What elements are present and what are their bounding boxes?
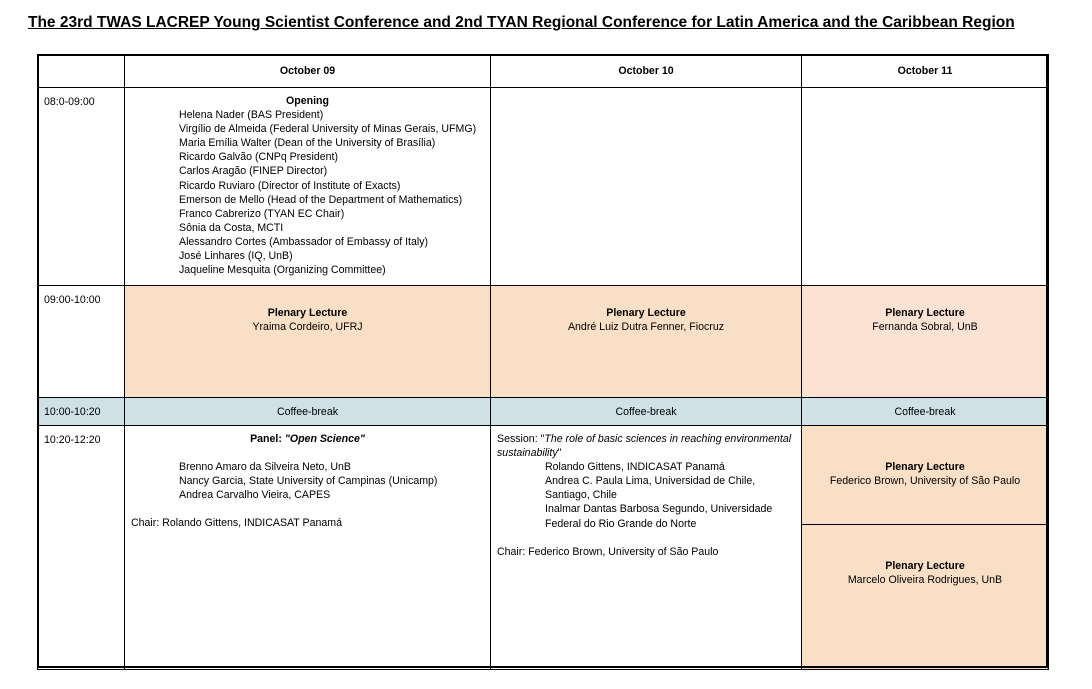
opening-name: Jaqueline Mesquita (Organizing Committee) — [179, 264, 386, 277]
plenary-speaker: André Luiz Dutra Fenner, Fiocruz — [567, 321, 725, 333]
panel-cell — [125, 426, 491, 670]
panel-member: Nancy Garcia, State University of Campinas (Unicamp) — [179, 475, 438, 488]
opening-name: Ricardo Galvão (CNPq President) — [179, 151, 338, 164]
oct11-split-cell — [802, 426, 1049, 670]
session-member: Andrea C. Paula Lima, Universidad de Chile, Santiago, Chile — [545, 475, 756, 502]
panel-prefix: Panel: — [250, 433, 285, 445]
coffee-cell: Coffee-break — [491, 398, 802, 426]
plenary-cell-oct09 — [125, 286, 491, 398]
panel-member: Andrea Carvalho Vieira, CAPES — [179, 489, 331, 502]
plenary-heading: Plenary Lecture — [885, 461, 965, 473]
plenary-cell-oct11-b — [802, 524, 1048, 669]
session-chair: Chair: Federico Brown, University of São Paulo — [497, 545, 719, 558]
time-cell: 10:00-10:20 — [38, 398, 125, 426]
panel-member: Brenno Amaro da Silveira Neto, UnB — [179, 461, 351, 474]
plenary-cell-oct11-a — [802, 426, 1048, 524]
empty-cell — [491, 88, 802, 286]
opening-name: Helena Nader (BAS President) — [179, 109, 324, 122]
opening-heading: Opening — [286, 95, 329, 107]
plenary-heading: Plenary Lecture — [885, 307, 965, 319]
plenary-speaker: Yraima Cordeiro, UFRJ — [252, 321, 363, 333]
opening-name: Emerson de Mello (Head of the Department of Mathematics) — [179, 193, 463, 206]
panel-heading — [125, 432, 490, 446]
plenary-speaker: Federico Brown, University of São Paulo — [829, 475, 1021, 487]
header-time — [38, 55, 125, 88]
header-row — [38, 55, 1049, 88]
plenary-heading: Plenary Lecture — [885, 559, 965, 572]
empty-cell — [802, 88, 1049, 286]
opening-cell — [125, 88, 491, 286]
coffee-cell: Coffee-break — [125, 398, 491, 426]
opening-name: Virgílio de Almeida (Federal University of Minas Gerais, UFMG) — [179, 123, 477, 136]
coffee-cell: Coffee-break — [802, 398, 1049, 426]
row-plenary — [38, 286, 1049, 398]
opening-name: Sônia da Costa, MCTI — [179, 221, 284, 234]
session-heading — [497, 432, 795, 460]
opening-name: Franco Cabrerizo (TYAN EC Chair) — [179, 207, 345, 220]
panel-title: "Open Science" — [284, 433, 365, 445]
row-coffee — [38, 398, 1049, 426]
opening-name: Alessandro Cortes (Ambassador of Embassy of Italy) — [179, 235, 429, 248]
row-opening — [38, 88, 1049, 286]
plenary-speaker: Marcelo Oliveira Rodrigues, UnB — [847, 573, 1003, 586]
document-title: The 23rd TWAS LACREP Young Scientist Conference and 2nd TYAN Regional Conference for Latin America and the Caribbean Region — [28, 14, 1015, 31]
opening-name: Maria Emília Walter (Dean of the University of Brasília) — [179, 137, 436, 150]
opening-name: José Linhares (IQ, UnB) — [179, 250, 293, 263]
time-cell: 10:20-12:20 — [38, 426, 125, 670]
session-member: Inalmar Dantas Barbosa Segundo, Universidade Federal do Rio Grande do Norte — [545, 503, 773, 530]
row-session — [38, 426, 1049, 670]
header-oct11: October 11 — [802, 55, 1049, 88]
header-oct09: October 09 — [125, 55, 491, 88]
panel-chair: Chair: Rolando Gittens, INDICASAT Panamá — [131, 517, 342, 530]
session-title: The role of basic sciences in reaching environmental sustainability — [497, 433, 792, 460]
schedule-table — [37, 54, 1049, 670]
opening-name: Carlos Aragão (FINEP Director) — [179, 165, 328, 178]
session-suffix: " — [557, 447, 562, 460]
plenary-cell-oct10 — [491, 286, 802, 398]
session-prefix: Session: " — [497, 433, 545, 445]
plenary-cell-oct11 — [802, 286, 1049, 398]
session-cell — [491, 426, 802, 670]
header-oct10: October 10 — [491, 55, 802, 88]
opening-name: Ricardo Ruviaro (Director of Institute of Exacts) — [179, 179, 401, 192]
plenary-heading: Plenary Lecture — [606, 307, 686, 319]
plenary-heading: Plenary Lecture — [267, 307, 348, 319]
plenary-speaker: Fernanda Sobral, UnB — [872, 321, 978, 333]
time-cell: 08:0-09:00 — [38, 88, 125, 286]
time-cell: 09:00-10:00 — [38, 286, 125, 398]
session-member: Rolando Gittens, INDICASAT Panamá — [545, 461, 725, 474]
